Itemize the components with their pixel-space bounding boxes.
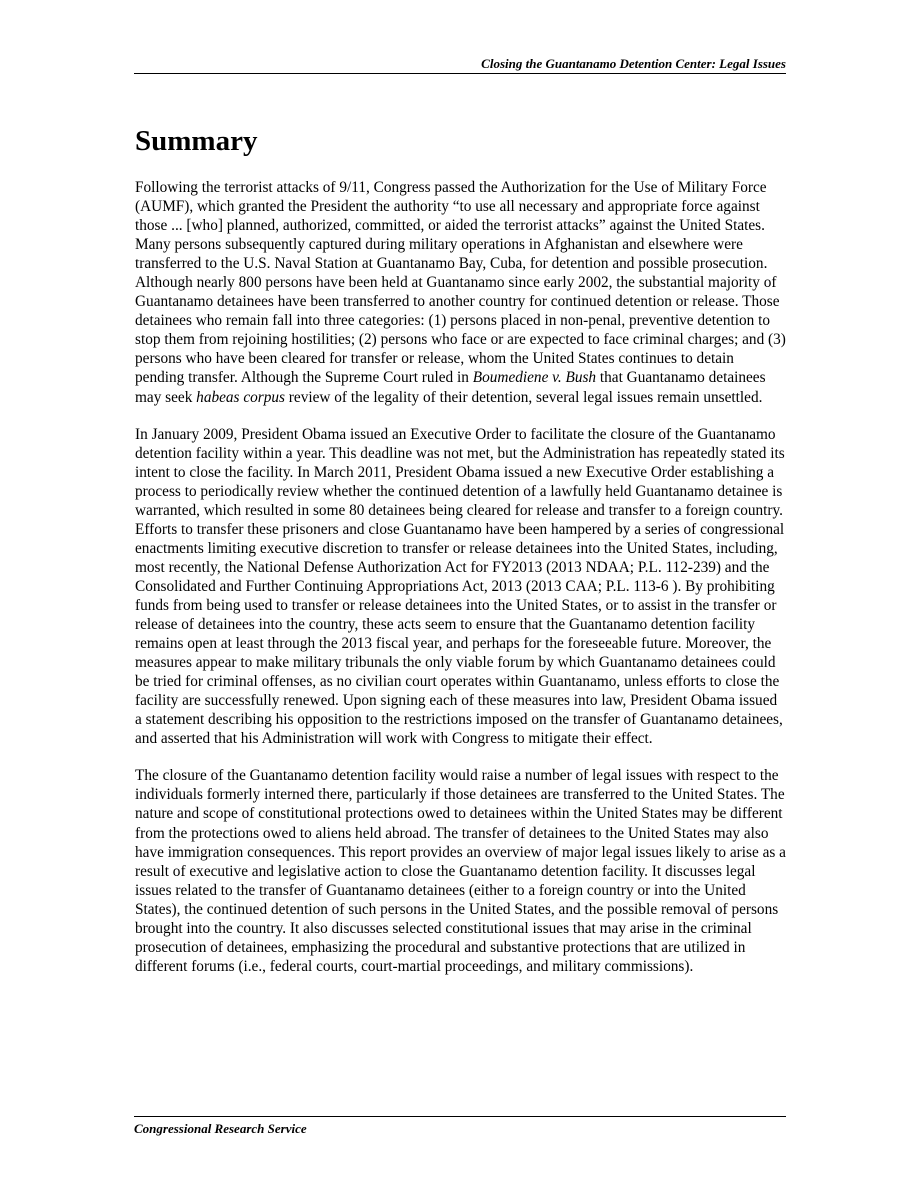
paragraph-aumf-background	[135, 178, 787, 407]
paragraph-text: that Guantanamo detainees may seek	[135, 369, 766, 406]
paragraph-executive-orders: In January 2009, President Obama issued an Executive Order to facilitate the closure of the Guantanamo detention facility within a year. This deadline was not met, but the Administration has repeatedly stated its intent to close the facility. In March 2011, President Obama issued a new Executive Order establishing a process to periodically review whether the continued detention of a lawfully held Guantanamo detainee is warranted, which resulted in some 80 detainees being cleared for release and transfer to a foreign country. Efforts to transfer these prisoners and close Guantanamo have been hampered by a series of congressional enactments limiting executive discretion to transfer or release detainees into the United States, including, most recently, the National Defense Authorization Act for FY2013 (2013 NDAA; P.L. 112-239) and the Consolidated and Further Continuing Appropriations Act, 2013 (2013 CAA; P.L. 113-6 ). By prohibiting funds from being used to transfer or release detainees into the United States, or to assist in the transfer or release of detainees into the country, these acts seem to ensure that the Guantanamo detention facility remains open at least through the 2013 fiscal year, and perhaps for the foreseeable future. Moreover, the measures appear to make military tribunals the only viable forum by which Guantanamo detainees could be tried for criminal offenses, as no civilian court operates within Guantanamo, unless efforts to close the facility are successfully renewed. Upon signing each of these measures into law, President Obama issued a statement describing his opposition to the restrictions imposed on the transfer of Guantanamo detainees, and asserted that his Administration will work with Congress to mitigate their effect.	[135, 425, 785, 748]
paragraph-legal-issues: The closure of the Guantanamo detention facility would raise a number of legal issues with respect to the individuals formerly interned there, particularly if those detainees are transferred to the United States. The nature and scope of constitutional protections owed to detainees within the United States may be different from the protections owed to aliens held abroad. The transfer of detainees to the United States may also have immigration consequences. This report provides an overview of major legal issues likely to arise as a result of executive and legislative action to close the Guantanamo detention facility. It discusses legal issues related to the transfer of Guantanamo detainees (either to a foreign country or into the United States), the continued detention of such persons in the United States, and the possible removal of persons brought into the country. It also discusses selected constitutional issues that may arise in the criminal prosecution of detainees, emphasizing the procedural and substantive protections that are utilized in different forums (i.e., federal courts, court-martial proceedings, and military commissions).	[135, 767, 786, 975]
case-name-italic: Boumediene v. Bush	[472, 369, 597, 387]
summary-body	[135, 178, 787, 994]
section-title: Summary	[135, 125, 258, 157]
running-header: Closing the Guantanamo Detention Center: Legal Issues	[134, 56, 786, 74]
paragraph-text: review of the legality of their detention, several legal issues remain unsettled.	[284, 388, 763, 406]
running-footer: Congressional Research Service	[134, 1116, 786, 1137]
paragraph-text: Following the terrorist attacks of 9/11, Congress passed the Authorization for the Use of Military Force (AUMF), which granted the President the authority “to use all necessary and appropriate force against those ... [who] planned, authorized, committed, or aided the terrorist attacks” against the United States. Many persons subsequently captured during military operations in Afghanistan and elsewhere were transferred to the U.S. Naval Station at Guantanamo Bay, Cuba, for detention and possible prosecution. Although nearly 800 persons have been held at Guantanamo since early 2002, the substantial majority of Guantanamo detainees have been transferred to another country for continued detention or release. Those detainees who remain fall into three categories: (1) persons placed in non-penal, preventive detention to stop them from rejoining hostilities; (2) persons who face or are expected to face criminal charges; and (3) persons who have been cleared for transfer or release, whom the United States continues to detain pending transfer. Although the Supreme Court ruled in	[135, 179, 786, 387]
latin-term-italic: habeas corpus	[196, 388, 285, 406]
